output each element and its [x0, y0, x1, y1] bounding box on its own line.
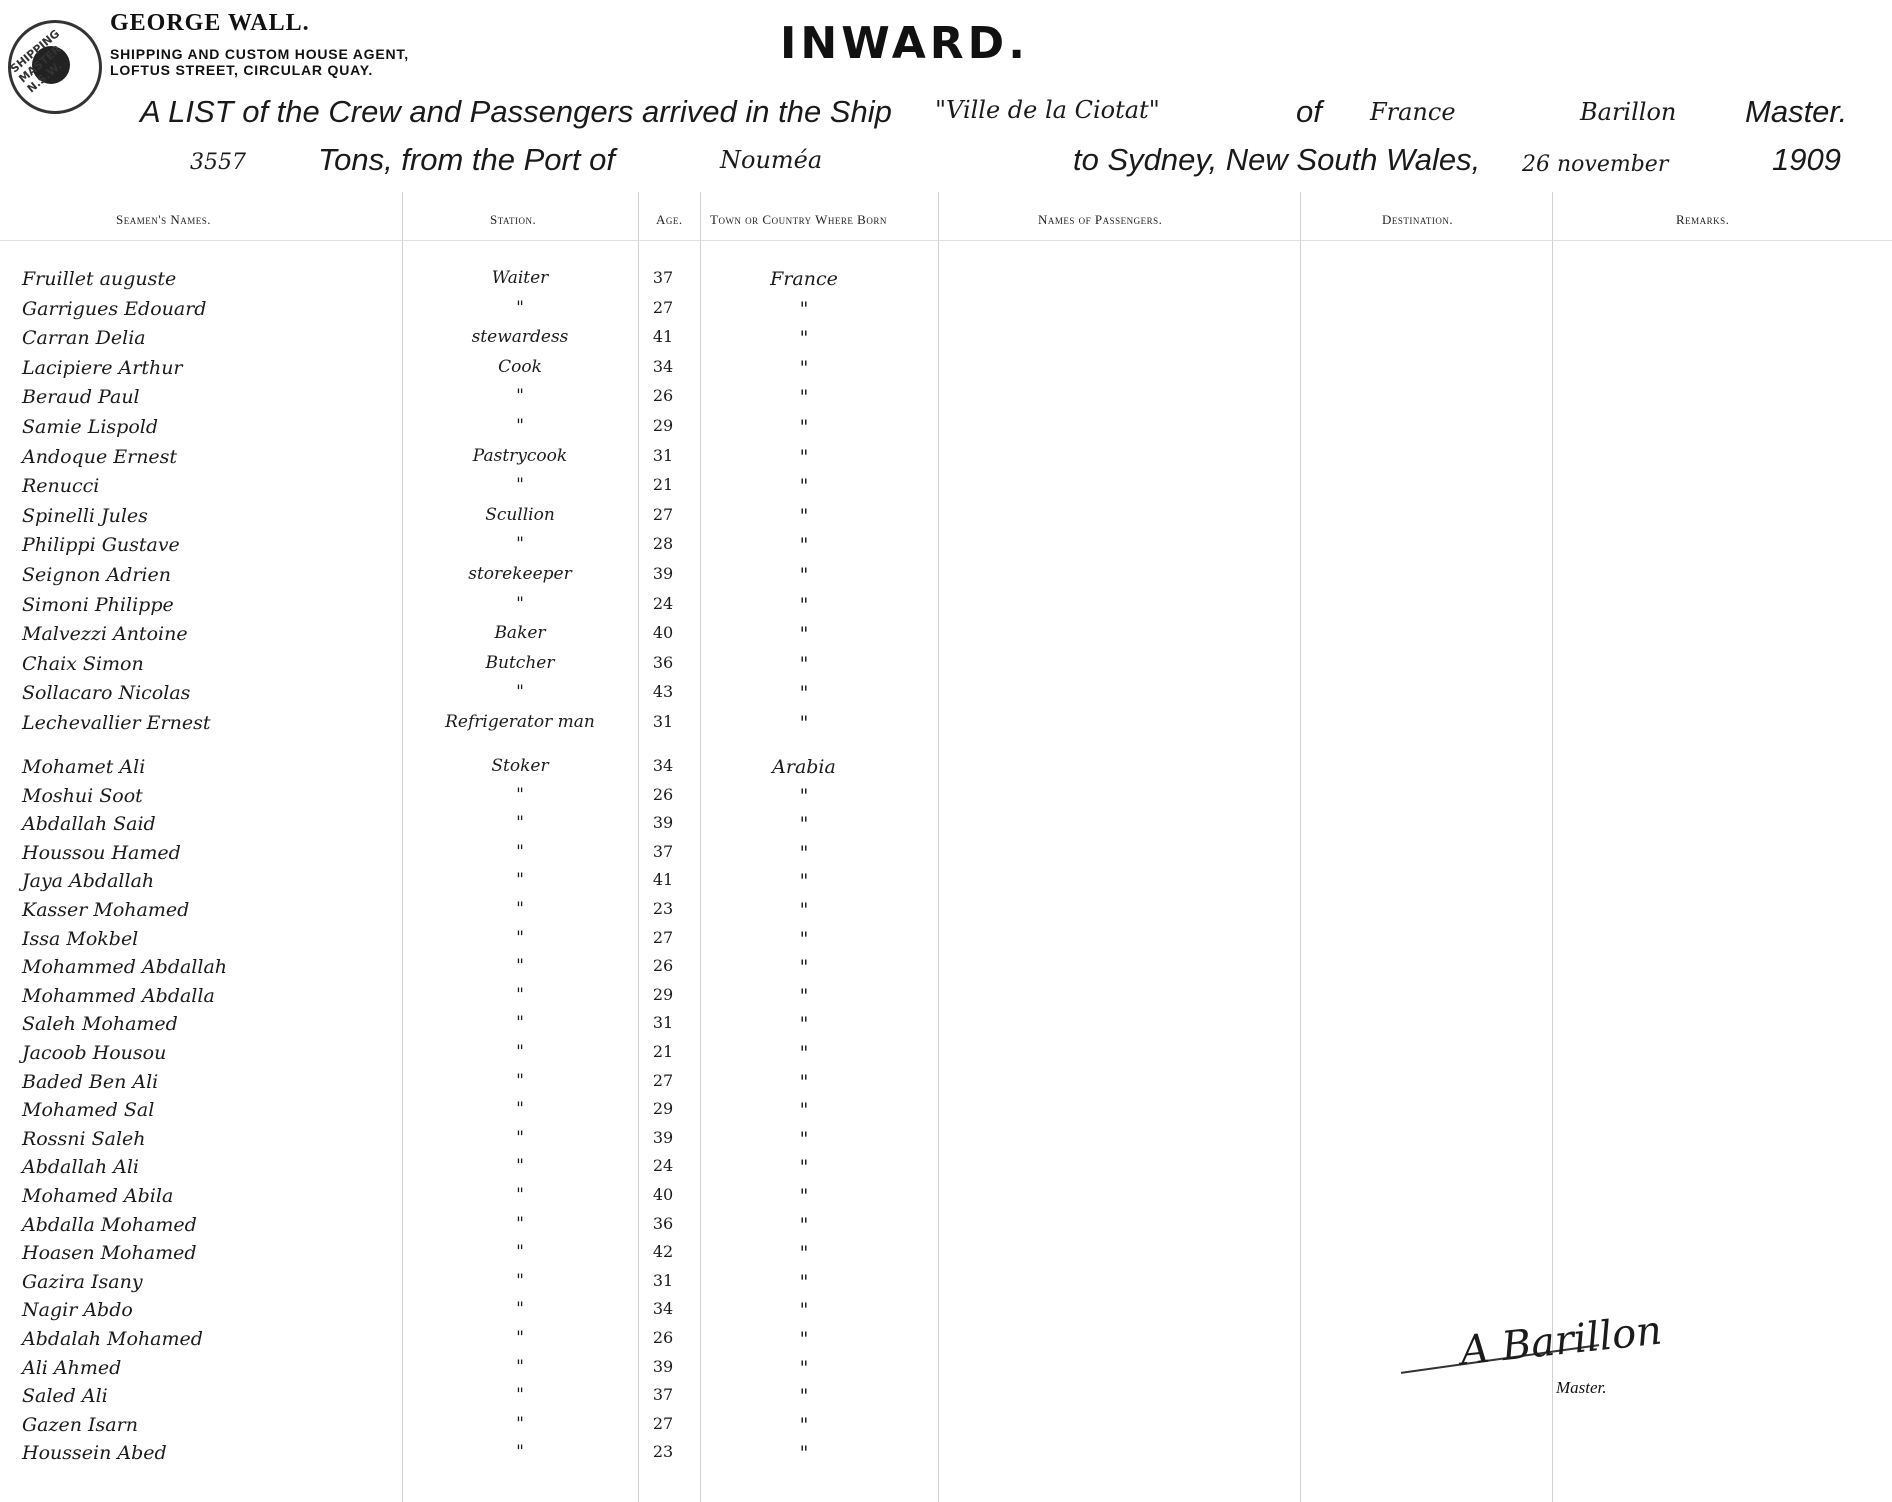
- agent-line-2: LOFTUS STREET, CIRCULAR QUAY.: [110, 62, 374, 78]
- crew-age: 39: [652, 564, 674, 583]
- to-sydney-label: to Sydney, New South Wales,: [1073, 142, 1481, 177]
- crew-name: Lacipiere Arthur: [22, 356, 183, 379]
- crew-birthplace: ": [799, 784, 809, 807]
- crew-name: Garrigues Edouard: [22, 297, 207, 320]
- crew-row: [0, 842, 1892, 870]
- crew-station: Scullion: [485, 504, 555, 525]
- document-title: INWARD.: [780, 18, 1029, 69]
- crew-age: 29: [652, 416, 674, 435]
- crew-row: [0, 594, 1892, 622]
- crew-row: [0, 1271, 1892, 1299]
- crew-station: ": [516, 1156, 524, 1177]
- crew-row: [0, 1099, 1892, 1127]
- crew-station: ": [516, 1299, 524, 1320]
- crew-name: Mohammed Abdallah: [22, 956, 228, 979]
- crew-age: 36: [652, 652, 674, 672]
- crew-station: ": [516, 1185, 524, 1205]
- agent-name: GEORGE WALL.: [110, 10, 310, 36]
- crew-station: ": [516, 682, 524, 703]
- crew-station: ": [516, 1413, 524, 1434]
- crew-birthplace: ": [799, 1042, 809, 1064]
- crew-birthplace: ": [799, 813, 809, 836]
- crew-name: Lechevallier Ernest: [22, 712, 211, 734]
- col-passengers: Names of Passengers.: [1038, 212, 1163, 227]
- crew-age: 26: [652, 1328, 674, 1347]
- col-destination: Destination.: [1382, 212, 1454, 227]
- crew-name: Spinelli Jules: [22, 504, 148, 527]
- crew-name: Simoni Philippe: [22, 593, 174, 616]
- crew-birthplace: ": [799, 475, 809, 498]
- crew-station: ": [516, 984, 524, 1005]
- crew-station: ": [516, 841, 524, 862]
- crew-name: Jaya Abdallah: [22, 870, 155, 893]
- crew-station: stewardess: [471, 327, 569, 348]
- crew-name: Chaix Simon: [22, 652, 144, 675]
- crew-station: ": [516, 297, 524, 318]
- crew-birthplace: ": [799, 1413, 809, 1436]
- crew-row: [0, 985, 1892, 1013]
- crew-row: [0, 1357, 1892, 1385]
- crew-station: Waiter: [491, 268, 549, 288]
- crew-row: [0, 813, 1892, 841]
- crew-station: ": [516, 927, 524, 948]
- crew-station: ": [516, 534, 524, 555]
- crew-birthplace: ": [799, 1185, 809, 1207]
- crew-birthplace: ": [799, 984, 809, 1007]
- crew-row: [0, 534, 1892, 562]
- crew-row: [0, 1156, 1892, 1184]
- port-of-origin: Nouméa: [720, 146, 823, 174]
- crew-age: 23: [652, 1442, 674, 1462]
- crew-birthplace: ": [799, 297, 809, 320]
- crew-name: Jacoob Housou: [22, 1042, 167, 1064]
- master-name: Barillon: [1580, 98, 1677, 126]
- crew-row: [0, 653, 1892, 681]
- crew-age: 37: [652, 841, 674, 861]
- crew-name: Gazira Isany: [22, 1270, 143, 1293]
- crew-name: Issa Mokbel: [22, 927, 139, 950]
- crew-age: 21: [652, 475, 674, 495]
- crew-name: Abdallah Ali: [22, 1156, 140, 1179]
- crew-birthplace: ": [799, 956, 809, 979]
- crew-age: 41: [652, 327, 674, 347]
- crew-row: [0, 785, 1892, 813]
- crew-birthplace: ": [799, 386, 809, 409]
- crew-row: [0, 268, 1892, 296]
- crew-station: ": [516, 813, 524, 834]
- crew-name: Hoasen Mohamed: [22, 1242, 197, 1265]
- crew-birthplace: ": [799, 1299, 809, 1322]
- crew-station: ": [516, 1442, 524, 1463]
- crew-birthplace: ": [799, 1156, 809, 1179]
- crew-age: 31: [652, 445, 674, 465]
- crew-age: 31: [652, 1013, 674, 1033]
- crew-row: [0, 357, 1892, 385]
- crew-station: ": [516, 1328, 524, 1348]
- tons-label: Tons, from the Port of: [318, 142, 615, 177]
- crew-name: Abdalla Mohamed: [22, 1213, 197, 1236]
- crew-row: [0, 1385, 1892, 1413]
- crew-name: Baded Ben Ali: [22, 1070, 159, 1093]
- crew-birthplace: ": [799, 593, 809, 616]
- crew-name: Moshui Soot: [22, 784, 143, 807]
- header-line1-prefix: A LIST of the Crew and Passengers arrived in the Ship: [140, 94, 892, 129]
- crew-age: 26: [652, 386, 674, 406]
- crew-age: 27: [652, 927, 674, 947]
- crew-age: 41: [652, 870, 674, 890]
- crew-name: Mohamed Sal: [22, 1099, 155, 1122]
- crew-row: [0, 505, 1892, 533]
- crew-age: 37: [652, 1385, 674, 1405]
- crew-station: ": [516, 1270, 524, 1291]
- crew-age: 31: [652, 712, 674, 731]
- crew-birthplace: ": [799, 1099, 809, 1122]
- col-born: Town or Country Where Born: [710, 212, 887, 227]
- crew-name: Philippi Gustave: [22, 534, 180, 557]
- crew-age: 29: [652, 984, 674, 1004]
- crew-row: [0, 1214, 1892, 1242]
- crew-birthplace: ": [799, 1013, 809, 1036]
- crew-row: [0, 682, 1892, 710]
- crew-birthplace: ": [799, 682, 809, 705]
- crew-age: 24: [652, 593, 674, 613]
- crew-row: [0, 298, 1892, 326]
- crew-row: [0, 1414, 1892, 1442]
- crew-station: Cook: [498, 356, 542, 377]
- crew-station: ": [516, 416, 524, 436]
- crew-name: Mohamet Ali: [22, 756, 146, 778]
- crew-row: [0, 1128, 1892, 1156]
- crew-age: 24: [652, 1156, 674, 1176]
- crew-birthplace: ": [799, 564, 809, 586]
- crew-birthplace: ": [799, 927, 809, 950]
- crew-birthplace: ": [799, 870, 809, 893]
- crew-name: Samie Lispold: [22, 416, 159, 438]
- crew-name: Houssein Abed: [22, 1442, 167, 1465]
- crew-station: storekeeper: [468, 564, 572, 584]
- crew-row: [0, 756, 1892, 784]
- crew-age: 42: [652, 1242, 674, 1262]
- crew-age: 27: [652, 297, 674, 317]
- crew-name: Houssou Hamed: [22, 841, 181, 864]
- ship-name: "Ville de la Ciotat": [935, 96, 1160, 124]
- header-rule: [0, 240, 1892, 241]
- crew-age: 39: [652, 1127, 674, 1147]
- crew-birthplace: ": [799, 1127, 809, 1150]
- crew-birthplace: ": [799, 356, 809, 379]
- crew-station: ": [516, 1127, 524, 1148]
- crew-station: Pastrycook: [472, 445, 568, 466]
- crew-name: Renucci: [22, 475, 100, 498]
- crew-birthplace: ": [799, 1328, 809, 1350]
- master-label: Master.: [1745, 94, 1848, 129]
- crew-name: Fruillet auguste: [22, 268, 177, 290]
- crew-station: ": [516, 1099, 524, 1120]
- crew-row: [0, 712, 1892, 740]
- crew-name: Saled Ali: [22, 1385, 108, 1408]
- crew-birthplace: ": [799, 534, 809, 557]
- crew-row: [0, 1242, 1892, 1270]
- crew-birthplace: ": [799, 327, 809, 350]
- crew-row: [0, 1013, 1892, 1041]
- crew-station: ": [516, 784, 524, 805]
- crew-age: 23: [652, 899, 674, 918]
- crew-birthplace: ": [799, 416, 809, 438]
- crew-age: 39: [652, 813, 674, 833]
- col-station: Station.: [490, 212, 537, 227]
- crew-age: 27: [652, 1070, 674, 1090]
- crew-name: Kasser Mohamed: [22, 899, 190, 921]
- arrival-year: 1909: [1772, 142, 1841, 177]
- crew-birthplace: ": [799, 1070, 809, 1093]
- crew-birthplace: ": [799, 1385, 809, 1408]
- crew-birthplace: ": [799, 1213, 809, 1236]
- crew-birthplace: ": [799, 1270, 809, 1293]
- crew-station: ": [516, 1042, 524, 1062]
- crew-birthplace: ": [799, 652, 809, 675]
- crew-age: 40: [652, 623, 674, 643]
- crew-row: [0, 446, 1892, 474]
- crew-row: [0, 956, 1892, 984]
- crew-station: ": [516, 899, 524, 919]
- crew-row: [0, 1042, 1892, 1070]
- crew-station: ": [516, 1356, 524, 1377]
- crew-age: 29: [652, 1099, 674, 1119]
- crew-birthplace: ": [799, 504, 809, 527]
- ship-of-country: France: [1370, 98, 1456, 126]
- crew-name: Rossni Saleh: [22, 1127, 146, 1150]
- crew-birthplace: ": [799, 899, 809, 921]
- crew-age: 26: [652, 956, 674, 976]
- crew-birthplace: ": [799, 1242, 809, 1265]
- crew-age: 27: [652, 1413, 674, 1433]
- crew-age: 21: [652, 1042, 674, 1061]
- tons-value: 3557: [190, 150, 246, 175]
- crew-birthplace: ": [799, 445, 809, 468]
- crew-age: 31: [652, 1270, 674, 1290]
- crew-station: ": [516, 870, 524, 891]
- crew-row: [0, 386, 1892, 414]
- crew-name: Abdallah Said: [22, 813, 156, 836]
- crew-row: [0, 870, 1892, 898]
- crew-age: 36: [652, 1213, 674, 1233]
- crew-station: ": [516, 956, 524, 977]
- of-label: of: [1296, 94, 1322, 129]
- crew-name: Sollacaro Nicolas: [22, 682, 191, 705]
- agent-line-1: SHIPPING AND CUSTOM HOUSE AGENT,: [110, 46, 409, 62]
- crew-age: 37: [652, 268, 674, 287]
- crew-age: 40: [652, 1185, 674, 1204]
- crew-station: ": [516, 475, 524, 496]
- crew-station: Butcher: [485, 652, 555, 673]
- crew-age: 34: [652, 756, 674, 775]
- crew-name: Seignon Adrien: [22, 564, 171, 586]
- crew-row: [0, 899, 1892, 927]
- crew-station: ": [516, 1013, 524, 1034]
- crew-name: Ali Ahmed: [22, 1356, 122, 1379]
- crew-row: [0, 327, 1892, 355]
- crew-name: Abdalah Mohamed: [22, 1328, 203, 1350]
- crew-station: ": [516, 1385, 524, 1406]
- crew-name: Gazen Isarn: [22, 1413, 138, 1436]
- crew-row: [0, 475, 1892, 503]
- crew-row: [0, 1185, 1892, 1213]
- crew-station: ": [516, 1242, 524, 1263]
- crew-station: ": [516, 1213, 524, 1234]
- crew-station: Baker: [494, 623, 546, 644]
- crew-name: Carran Delia: [22, 327, 146, 350]
- signature-master-label: Master.: [1556, 1378, 1607, 1397]
- arrival-date: 26 november: [1522, 152, 1669, 177]
- crew-station: Stoker: [491, 756, 549, 776]
- crew-row: [0, 928, 1892, 956]
- crew-row: [0, 416, 1892, 444]
- crew-station: Refrigerator man: [445, 712, 595, 732]
- crew-name: Beraud Paul: [22, 386, 140, 409]
- crew-age: 39: [652, 1356, 674, 1376]
- crew-station: ": [516, 386, 524, 407]
- crew-birthplace: ": [799, 1442, 809, 1465]
- crew-row: [0, 1442, 1892, 1470]
- crew-birthplace: Arabia: [772, 756, 836, 778]
- crew-station: ": [516, 593, 524, 614]
- crew-row: [0, 1071, 1892, 1099]
- crew-name: Mohammed Abdalla: [22, 984, 215, 1007]
- crew-name: Mohamed Abila: [22, 1185, 174, 1207]
- crew-name: Saleh Mohamed: [22, 1013, 178, 1036]
- crew-row: [0, 623, 1892, 651]
- crew-name: Andoque Ernest: [22, 445, 178, 468]
- crew-birthplace: ": [799, 712, 809, 734]
- crew-birthplace: France: [770, 268, 838, 290]
- crew-age: 28: [652, 534, 674, 554]
- crew-name: Nagir Abdo: [22, 1299, 133, 1322]
- crew-age: 27: [652, 504, 674, 524]
- crew-age: 34: [652, 356, 674, 376]
- crew-age: 34: [652, 1299, 674, 1319]
- crew-birthplace: ": [799, 841, 809, 864]
- master-signature: A Barillon: [1458, 1307, 1665, 1375]
- crew-row: [0, 564, 1892, 592]
- col-age: Age.: [656, 212, 683, 227]
- crew-station: ": [516, 1070, 524, 1091]
- crew-birthplace: ": [799, 623, 809, 646]
- col-seamen-names: Seamen's Names.: [116, 212, 211, 227]
- crew-name: Malvezzi Antoine: [22, 623, 188, 646]
- crew-age: 26: [652, 784, 674, 804]
- crew-birthplace: ": [799, 1356, 809, 1379]
- crew-age: 43: [652, 682, 674, 702]
- stamp-text: SHIPPING MASTER N.S.W.: [7, 27, 65, 96]
- col-remarks: Remarks.: [1676, 212, 1730, 227]
